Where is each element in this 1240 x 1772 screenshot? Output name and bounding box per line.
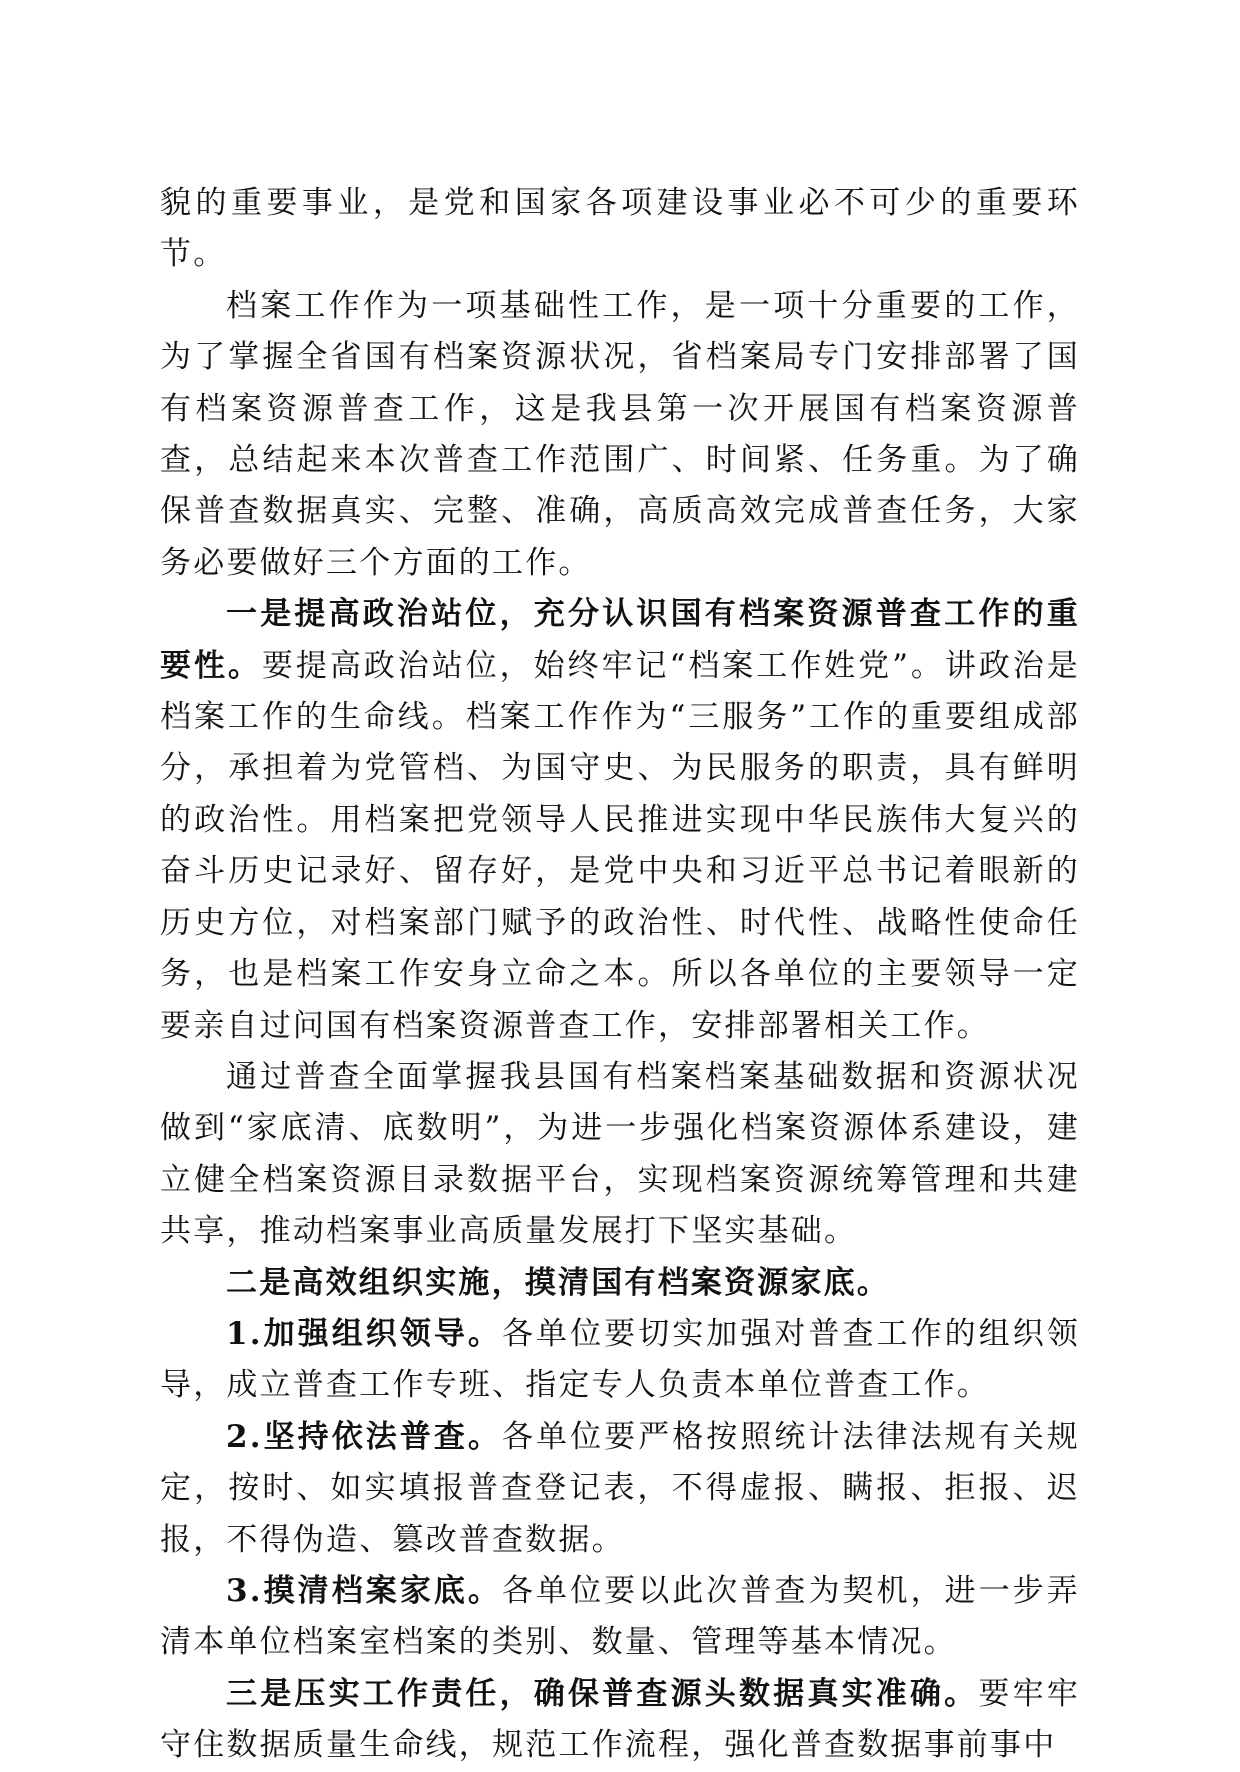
paragraph-8: [160, 1566, 1080, 1669]
paragraph-9: [160, 1669, 1080, 1772]
paragraph-6-lead: 1.加强组织领导。: [226, 1315, 502, 1352]
document-page: [160, 178, 1080, 1772]
paragraph-7: [160, 1412, 1080, 1566]
paragraph-6: [160, 1309, 1080, 1412]
paragraph-4: [160, 1052, 1080, 1258]
paragraph-7-lead: 2.坚持依法普查。: [226, 1418, 502, 1455]
paragraph-3-text: 要提高政治站位，始终牢记“档案工作姓党”。讲政治是档案工作的生命线。档案工作作为“三服务”工作的重要组成部分，承担着为党管档、为国守史、为民服务的职责，具有鲜明的政治性。用档案把党领导人民推进实现中华民族伟大复兴的奋斗历史记录好、留存好，是党中央和习近平总书记着眼新的历史方位，对档案部门赋予的政治性、时代性、战略性使命任务，也是档案工作安身立命之本。所以各单位的主要领导一定要亲自过问国有档案资源普查工作，安排部署相关工作。: [160, 647, 1080, 1044]
paragraph-2-text: 档案工作作为一项基础性工作，是一项十分重要的工作，为了掌握全省国有档案资源状况，省档案局专门安排部署了国有档案资源普查工作，这是我县第一次开展国有档案资源普查，总结起来本次普查工作范围广、时间紧、任务重。为了确保普查数据真实、完整、准确，高质高效完成普查任务，大家务必要做好三个方面的工作。: [160, 287, 1080, 581]
paragraph-1: [160, 178, 1080, 281]
paragraph-9-lead: 三是压实工作责任，确保普查源头数据真实准确。: [226, 1675, 979, 1712]
paragraph-4-text: 通过普查全面掌握我县国有档案档案基础数据和资源状况做到“家底清、底数明”，为进一步强化档案资源体系建设，建立健全档案资源目录数据平台，实现档案资源统筹管理和共建共享，推动档案事业高质量发展打下坚实基础。: [160, 1058, 1080, 1250]
paragraph-7-text: 各单位要严格按照统计法律法规有关规定，按时、如实填报普查登记表，不得虚报、瞒报、拒报、迟报，不得伪造、篡改普查数据。: [160, 1418, 1080, 1558]
section-heading-2: [160, 1258, 1080, 1309]
paragraph-1-text: 貌的重要事业，是党和国家各项建设事业必不可少的重要环节。: [160, 185, 1080, 273]
paragraph-3: [160, 589, 1080, 1052]
paragraph-2: [160, 281, 1080, 589]
paragraph-9-text: 要牢牢守住数据质量生命线，规范工作流程，强化普查数据事前事中: [160, 1675, 1080, 1764]
paragraph-6-text: 各单位要切实加强对普查工作的组织领导，成立普查工作专班、指定专人负责本单位普查工作。: [160, 1315, 1080, 1404]
paragraph-3-lead: 一是提高政治站位，充分认识国有档案资源普查工作的重要性。: [160, 596, 1080, 684]
section-heading-2-text: 二是高效组织实施，摸清国有档案资源家底。: [226, 1264, 890, 1301]
paragraph-8-text: 各单位要以此次普查为契机，进一步弄清本单位档案室档案的类别、数量、管理等基本情况。: [160, 1572, 1080, 1661]
paragraph-8-lead: 3.摸清档案家底。: [226, 1572, 502, 1609]
